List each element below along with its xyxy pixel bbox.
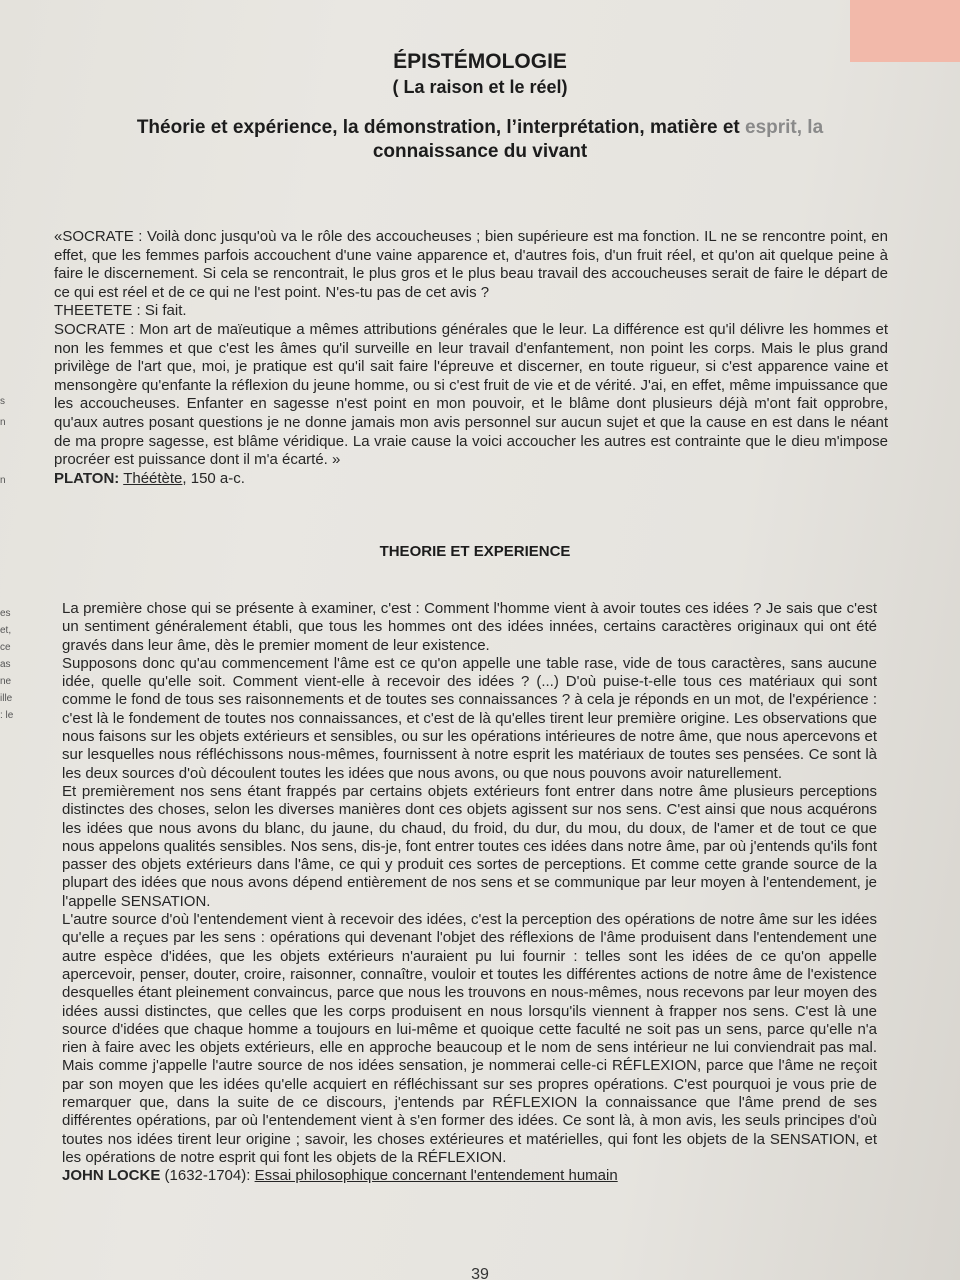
- quote-paragraph: THEETETE : Si fait.: [54, 302, 187, 320]
- margin-fragment: : le: [0, 710, 14, 721]
- quote-paragraph: L'autre source d'où l'entendement vient à recevoir des idées, c'est la perception des opérations de notre âme sur les idées qu'elle a reçues par les sens : opérations qui devenant l'objet des réflexions de l'âme produisent dans l'entendement une autre espèce d'idées, que les objets extérieurs n'auraient pu lui fournir : telles sont les idées de ce qu'on appelle apercevoir, penser, douter, croire, raisonner, connaître, vouloir et toutes les différentes actions de notre âme de l'existence desquelles étant pleinement convaincus, parce que nous les trouvons en nous-mêmes, nous recevons par leur moyen des idées aussi distinctes, que celles que les corps produisent en nous lorsqu'ils viennent à frapper nos sens. C'est là une source d'idées que chaque homme a toujours en lui-même et quoique cette faculté ne soit pas un sens, parce qu'elle n'a rien à faire avec les objets extérieurs, elle en approche beaucoup et le nom de sens intérieur ne lui conviendrait pas mal. Mais comme j'appelle l'autre source de nos idées sensation, je nommerai celle-ci RÉFLEXION, parce que l'âme ne reçoit par son moyen que les idées qu'elle acquiert en réfléchissant sur ses propres opérations. C'est pourquoi je vous prie de remarquer que, dans la suite de ce discours, j'entends par RÉFLEXION la connaissance que l'âme prend de ses différentes opérations, par où l'entendement vient à s'en former des idées. Ce sont là, à mon avis, les seuls principes d'où toutes nos idées tirent leur origine ; savoir, les choses extérieures et matérielles, qui font les objets de la SENSATION, et les opérations de notre esprit qui font les objets de la RÉFLEXION.: [62, 911, 877, 1166]
- margin-fragment: et,: [0, 625, 12, 636]
- page-number: 39: [471, 1266, 489, 1280]
- citation-ref: , 150 a-c.: [182, 469, 245, 487]
- citation-work: Théétète: [123, 469, 183, 487]
- citation-author: PLATON:: [54, 469, 120, 487]
- quote-citation: [62, 1167, 877, 1185]
- citation-dates: (1632-1704):: [160, 1167, 255, 1185]
- topics-heading: [80, 116, 880, 164]
- topics-line2: connaissance du vivant: [372, 141, 588, 162]
- citation-author: JOHN LOCKE: [62, 1167, 161, 1185]
- margin-fragment: es: [0, 608, 11, 619]
- quote-paragraph: La première chose qui se présente à examiner, c'est : Comment l'homme vient à avoir toutes ces idées ? Je sais que c'est un sentiment généralement établi, que tous les hommes ont des idées innées, certains caractères originaux qui ont été gravés dans leur âme, dès le premier moment de leur existence.: [62, 600, 877, 654]
- quote-citation: [54, 470, 888, 489]
- locke-quote: [62, 600, 877, 1186]
- topics-main: Théorie et expérience, la démonstration, l’interprétation, matière et: [136, 117, 745, 138]
- margin-fragment: as: [0, 659, 11, 670]
- margin-fragment: n: [0, 417, 6, 428]
- quote-paragraph: Supposons donc qu'au commencement l'âme est ce qu'on appelle une table rase, vide de tous caractères, sans aucune idée, quelle qu'elle soit. Comment vient-elle à recevoir des idées ? (...) D'où puise-t-elle tous ces matériaux qui sont comme le fond de tous ses raisonnements et de toutes ses connaissances ? à cela je réponds en un mot, de l'expérience : c'est là le fondement de toutes nos connaissances, et c'est de là qu'elles tirent leur première origine. Les observations que nous faisons sur les objets extérieurs et sensibles, ou sur les opérations intérieures de notre âme, que nous apercevons et sur lesquelles nous réfléchissons nous-mêmes, fournissent à notre esprit les matériaux de toutes ses pensées. Ce sont là les deux sources d'où découlent toutes les idées que nous avons, ou que nous pouvons avoir naturellement.: [62, 654, 877, 782]
- socrates-quote: [54, 228, 888, 488]
- quote-paragraph: SOCRATE : Mon art de maïeutique a mêmes attributions générales que le leur. La différence est qu'il délivre les hommes et non les femmes et que c'est les âmes qu'il surveille en leur travail d'enfantement, non point les corps. Mais le plus grand privilège de l'art que, moi, je pratique est qu'il sait faire l'épreuve et discerner, en toute rigueur, si c'est apparence vaine et mensongère qu'enfante la réflexion du jeune homme, ou si c'est fruit de vie et de vérité. J'ai, en effet, même impuissance que les accoucheuses. Enfanter en sagesse n'est point en mon pouvoir, et le blâme dont plusieurs déjà m'ont fait opprobre, qu'aux autres posant questions je ne donne jamais mon avis personnel sur aucun sujet et que la cause en est dans le néant de ma propre sagesse, est blâme véridique. La vraie cause la voici accoucher les autres est contrainte que le dieu m'impose procréer est puissance dont il m'a écarté. »: [54, 320, 888, 469]
- topics-faded: esprit, la: [745, 117, 824, 138]
- margin-fragment: s: [0, 396, 5, 407]
- margin-fragment: ne: [0, 676, 12, 687]
- page-subtitle: ( La raison et le réel): [392, 77, 568, 97]
- quote-paragraph: «SOCRATE : Voilà donc jusqu'où va le rôle des accoucheuses ; bien supérieure est ma fonction. IL ne se rencontre point, en effet, que les femmes parfois accouchent d'une vaine apparence et, d'autres fois, d'un fruit réel, et qu'on ait quelque peine à faire le discernement. Si cela se rencontrait, le plus gros et le plus beau travail des accoucheuses serait de faire le départ de ce qui est réel et de ce qui ne l'est point. N'es-tu pas de cet avis ?: [54, 228, 888, 301]
- margin-fragment: n: [0, 475, 6, 486]
- citation-work: Essai philosophique concernant l'entendement humain: [254, 1167, 618, 1185]
- margin-fragment: ille: [0, 693, 13, 704]
- section-heading: THEORIE ET EXPERIENCE: [379, 543, 571, 560]
- page-title: ÉPISTÉMOLOGIE: [393, 50, 567, 73]
- quote-paragraph: Et premièrement nos sens étant frappés par certains objets extérieurs font entrer dans notre âme plusieurs perceptions distinctes des choses, selon les diverses manières dont ces objets agissent sur nos sens. C'est ainsi que nous acquérons les idées que nous avons du blanc, du jaune, du chaud, du froid, du dur, du mou, du doux, de l'amer et de tout ce que nous appelons qualités sensibles. Nos sens, dis-je, font entrer toutes ces idées dans notre âme, par où j'entends qu'ils font passer des objets extérieurs dans l'âme, ce qui y produit ces sortes de perceptions. Et comme cette grande source de la plupart des idées que nous avons dépend entièrement de nos sens et se communique par leur moyen à l'entendement, je l'appelle SENSATION.: [62, 782, 877, 910]
- margin-fragment: ce: [0, 642, 11, 653]
